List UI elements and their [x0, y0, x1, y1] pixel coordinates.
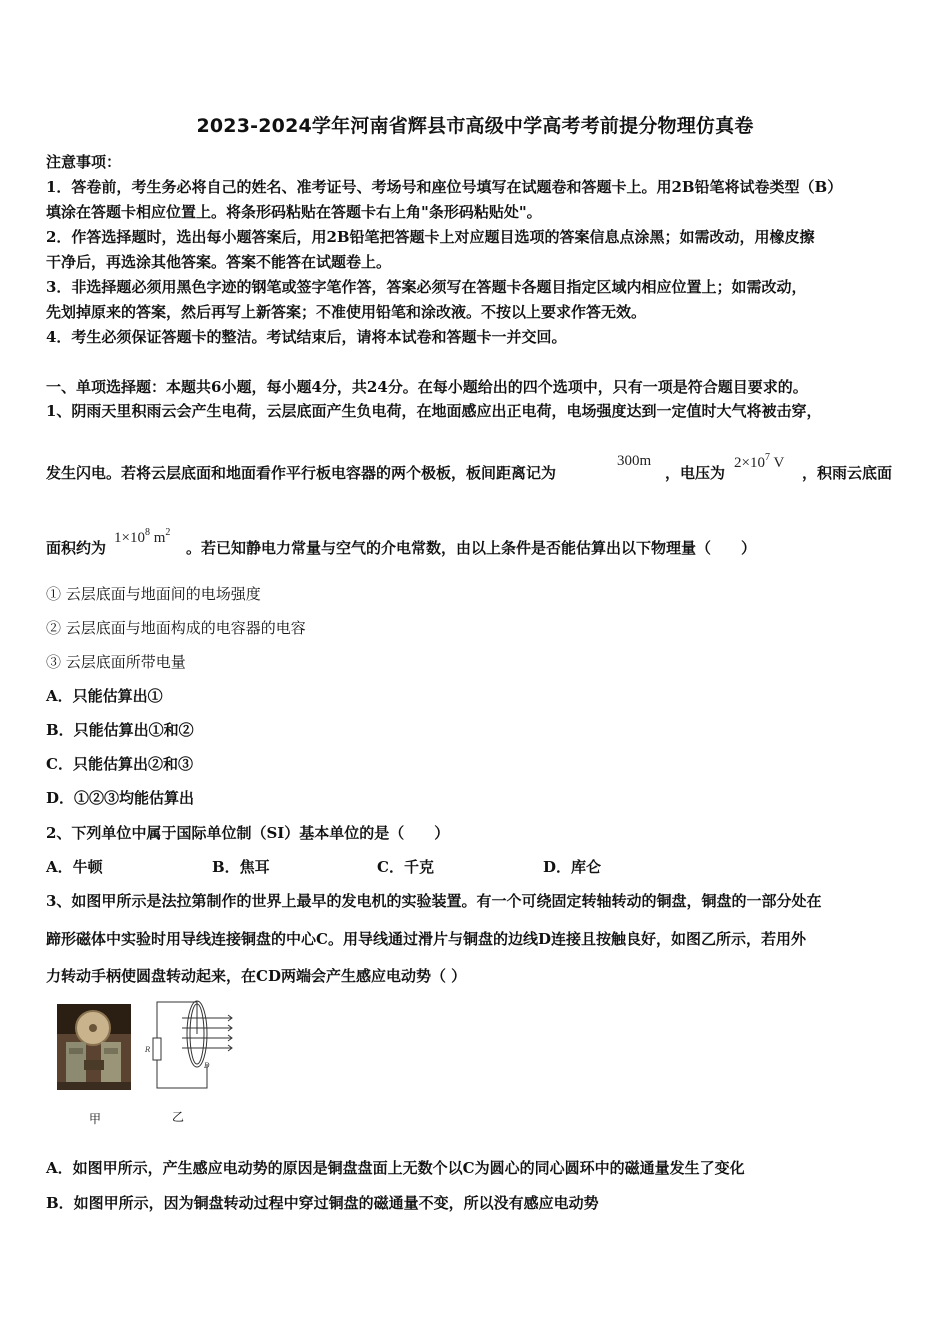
- notice-line-5: 3．非选择题必须用黑色字迹的钢笔或签字笔作答，答案必须写在答题卡各题目指定区域内相应位置上；如需改动，: [46, 278, 807, 296]
- q1-option-b: B．只能估算出①和②: [46, 721, 194, 739]
- q1-area-exp: 8: [144, 527, 150, 538]
- contact-d-label: D: [204, 1062, 210, 1070]
- page-title: 2023-2024学年河南省辉县市高级中学高考考前提分物理仿真卷: [196, 115, 754, 137]
- q1-line-1: 1、阴雨天里积雨云会产生电荷，云层底面产生负电荷，在地面感应出正电荷，电场强度达到一定值时大气将被击穿，: [46, 402, 822, 420]
- notice-line-6: 先划掉原来的答案，然后再写上新答案；不准使用铅笔和涂改液。不按以上要求作答无效。: [46, 303, 647, 321]
- q1-line-2-text-b: ，电压为: [665, 464, 726, 482]
- q1-item-3: ③ 云层底面所带电量: [46, 653, 186, 671]
- q2-option-a: A．牛顿: [46, 858, 103, 876]
- q2-option-c: C．千克: [377, 858, 434, 876]
- notice-line-2: 填涂在答题卡相应位置上。将条形码粘贴在答题卡右上角"条形码粘贴处"。: [46, 203, 542, 221]
- figure-circuit-diagram: [142, 998, 234, 1094]
- q1-item-2: ② 云层底面与地面构成的电容器的电容: [46, 619, 306, 637]
- q3-line-2: 蹄形磁体中实验时用导线连接铜盘的中心C。用导线通过滑片与铜盘的边线D连接且按触良好，如图乙所示，若用外: [46, 930, 806, 948]
- section-heading: 一、单项选择题：本题共6小题，每小题4分，共24分。在每小题给出的四个选项中，只有一项是符合题目要求的。: [46, 378, 808, 396]
- q1-area-unit-exp: 2: [165, 527, 171, 538]
- figure-caption-a: 甲: [89, 1112, 102, 1126]
- q1-line-3-text-b: 。若已知静电力常量与空气的介电常数，由以上条件是否能估算出以下物理量（ ）: [186, 539, 757, 557]
- resistor-label: R: [145, 1046, 151, 1054]
- q1-area-unit: m: [149, 530, 166, 546]
- q1-voltage-base: 2×10: [734, 455, 765, 471]
- notice-line-3: 2．作答选择题时，选出每小题答案后，用2B铅笔把答题卡上对应题目选项的答案信息点涂黑；如需改动，用橡皮擦: [46, 228, 815, 246]
- notice-heading: 注意事项：: [46, 153, 122, 171]
- q1-voltage-value: [734, 453, 784, 472]
- figure-faraday-disk-photo: [57, 1004, 131, 1090]
- q1-option-a: A．只能估算出①: [46, 687, 163, 705]
- q1-option-d: D．①②③均能估算出: [46, 789, 195, 807]
- q2-option-b: B．焦耳: [212, 858, 270, 876]
- q1-area-base: 1×10: [114, 530, 145, 546]
- q1-line-2: [46, 463, 556, 483]
- q1-line-2-text-a: 发生闪电。若将云层底面和地面看作平行板电容器的两个极板，板间距离记为: [46, 464, 557, 482]
- q1-voltage-exp: 7: [764, 452, 770, 463]
- notice-line-7: 4．考生必须保证答题卡的整洁。考试结束后，请将本试卷和答题卡一并交回。: [46, 328, 567, 346]
- q3-line-1: 3、如图甲所示是法拉第制作的世界上最早的发电机的实验装置。有一个可绕固定转轴转动的铜盘，铜盘的一部分处在: [46, 892, 822, 910]
- q1-line-3-text-a: 面积约为: [46, 539, 107, 557]
- figure-caption-b: 乙: [172, 1110, 185, 1124]
- q1-item-1: ① 云层底面与地面间的电场强度: [46, 585, 261, 603]
- notice-line-4: 干净后，再选涂其他答案。答案不能答在试题卷上。: [46, 253, 392, 271]
- q3-option-b: B．如图甲所示，因为铜盘转动过程中穿过铜盘的磁通量不变，所以没有感应电动势: [46, 1194, 599, 1212]
- q2-option-d: D．库仑: [543, 858, 602, 876]
- circuit-diagram-drawing: [142, 998, 234, 1094]
- q3-line-3: 力转动手柄使圆盘转动起来，在CD两端会产生感应电动势（ ）: [46, 967, 467, 985]
- faraday-disk-photo-drawing: [57, 1004, 131, 1090]
- q1-area-value: [114, 528, 170, 547]
- q1-distance-value: 300m: [617, 453, 652, 469]
- q2-stem: 2、下列单位中属于国际单位制（SI）基本单位的是（ ）: [46, 824, 450, 842]
- q1-voltage-unit: V: [769, 455, 785, 471]
- q1-line-2-text-c: ，积雨云底面: [802, 464, 893, 482]
- q3-option-a: A．如图甲所示，产生感应电动势的原因是铜盘盘面上无数个以C为圆心的同心圆环中的磁通量发生了变化: [46, 1159, 745, 1177]
- notice-line-1: 1．答卷前，考生务必将自己的姓名、准考证号、考场号和座位号填写在试题卷和答题卡上。用2B铅笔将试卷类型（B）: [46, 178, 843, 196]
- q1-option-c: C．只能估算出②和③: [46, 755, 193, 773]
